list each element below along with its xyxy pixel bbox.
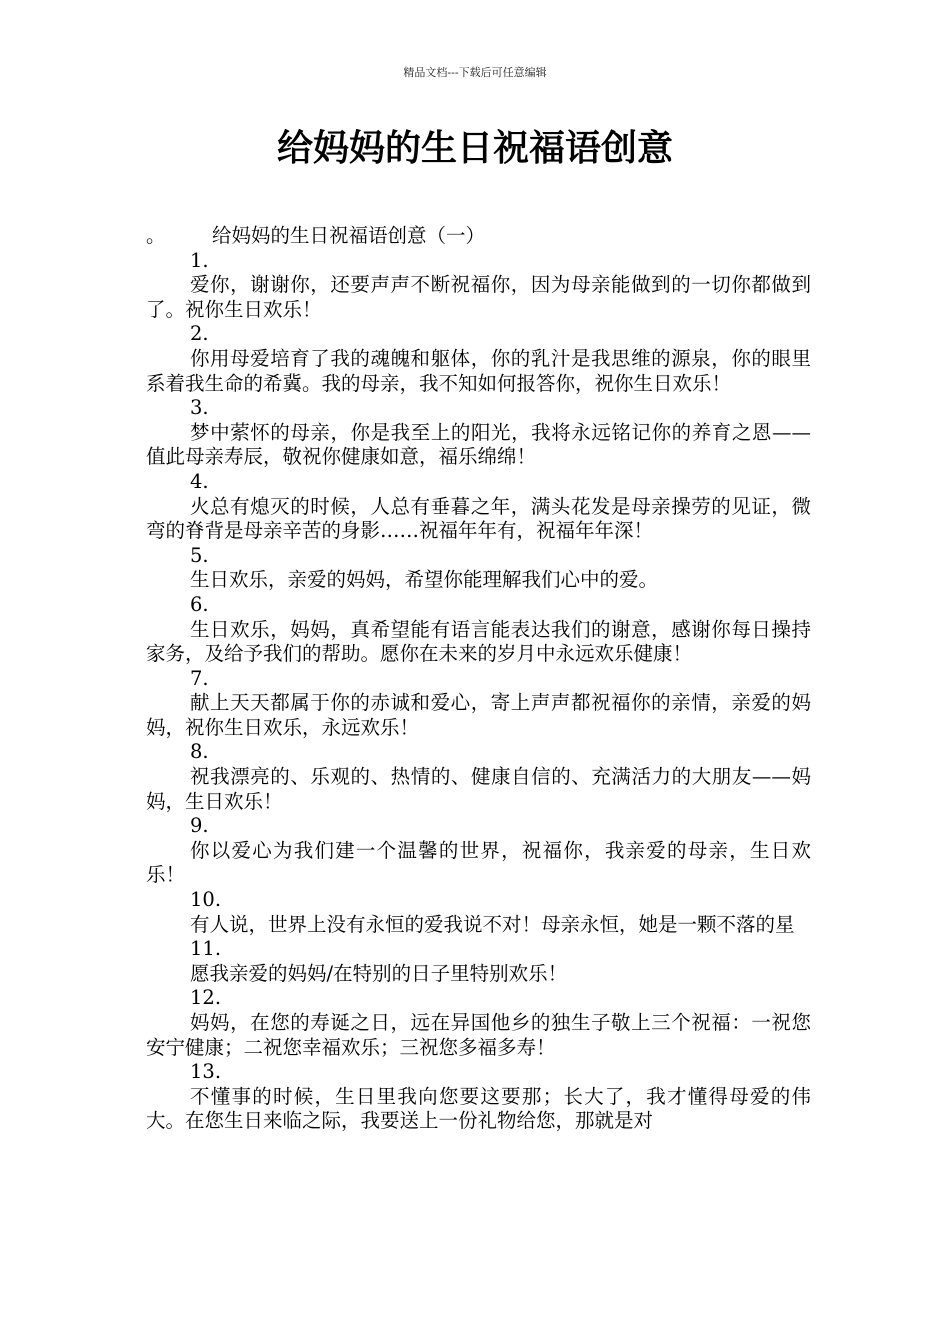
list-item-9 <box>146 814 811 888</box>
item-text: 妈妈，在您的寿诞之日，远在异国他乡的独生子敬上三个祝福：一祝您安宁健康；二祝您幸福欢乐；三祝您多福多寿！ <box>146 1011 811 1059</box>
item-number: 4. <box>190 469 209 493</box>
item-number: 6. <box>190 592 209 616</box>
document-body <box>146 224 811 1134</box>
item-number: 12. <box>190 986 222 1010</box>
list-item-11 <box>146 937 811 986</box>
item-number: 2. <box>190 322 209 346</box>
section-bullet: 。 <box>146 224 166 247</box>
item-text: 献上天天都属于你的赤诚和爱心，寄上声声都祝福你的亲情，亲爱的妈妈，祝你生日欢乐，永远欢乐！ <box>146 691 811 739</box>
list-item-7 <box>146 667 811 741</box>
item-number: 5. <box>190 543 209 567</box>
list-item-5 <box>146 544 811 593</box>
item-number: 1. <box>190 248 209 272</box>
item-number: 3. <box>190 396 209 420</box>
list-item-6 <box>146 593 811 667</box>
section-heading <box>146 224 811 249</box>
item-text: 你以爱心为我们建一个温馨的世界，祝福你，我亲爱的母亲，生日欢乐！ <box>146 838 811 887</box>
item-number: 9. <box>190 814 209 838</box>
item-text: 愿我亲爱的妈妈/在特别的日子里特别欢乐！ <box>190 961 568 985</box>
list-item-3 <box>146 396 811 470</box>
item-text: 生日欢乐，亲爱的妈妈，希望你能理解我们心中的爱。 <box>190 568 659 592</box>
item-text: 火总有熄灭的时候，人总有垂暮之年，满头花发是母亲操劳的见证，微弯的脊背是母亲辛苦的身影……祝福年年有，祝福年年深！ <box>146 494 811 543</box>
item-text: 梦中萦怀的母亲，你是我至上的阳光，我将永远铭记你的养育之恩——值此母亲寿辰，敬祝你健康如意，福乐绵绵！ <box>146 420 811 469</box>
section-heading-text: 给妈妈的生日祝福语创意（一） <box>212 224 486 247</box>
item-number: 11. <box>190 937 222 961</box>
item-number: 7. <box>190 666 209 690</box>
item-text: 有人说，世界上没有永恒的爱我说不对！母亲永恒，她是一颗不落的星 <box>190 912 795 936</box>
item-number: 10. <box>190 888 222 912</box>
list-item-2 <box>146 322 811 396</box>
item-number: 8. <box>190 740 209 764</box>
header-note: 精品文档---下载后可任意编辑 <box>403 66 547 79</box>
list-item-10 <box>146 888 811 937</box>
item-number: 13. <box>190 1060 222 1084</box>
list-item-4 <box>146 470 811 544</box>
item-text: 你用母爱培育了我的魂魄和躯体，你的乳汁是我思维的源泉，你的眼里系着我生命的希冀。我的母亲，我不知如何报答你，祝你生日欢乐！ <box>146 346 811 395</box>
list-item-8 <box>146 740 811 814</box>
list-item-1 <box>146 249 811 323</box>
item-text: 祝我漂亮的、乐观的、热情的、健康自信的、充满活力的大朋友——妈妈，生日欢乐！ <box>146 765 811 813</box>
list-item-13 <box>146 1060 811 1134</box>
item-text: 爱你，谢谢你，还要声声不断祝福你，因为母亲能做到的一切你都做到了。祝你生日欢乐！ <box>146 273 811 321</box>
list-item-12 <box>146 986 811 1060</box>
item-text: 生日欢乐，妈妈，真希望能有语言能表达我们的谢意，感谢你每日操持家务，及给予我们的帮助。愿你在未来的岁月中永远欢乐健康！ <box>146 617 811 666</box>
page-title: 给妈妈的生日祝福语创意 <box>276 128 673 169</box>
item-text: 不懂事的时候，生日里我向您要这要那；长大了，我才懂得母爱的伟大。在您生日来临之际，我要送上一份礼物给您，那就是对 <box>146 1084 811 1133</box>
